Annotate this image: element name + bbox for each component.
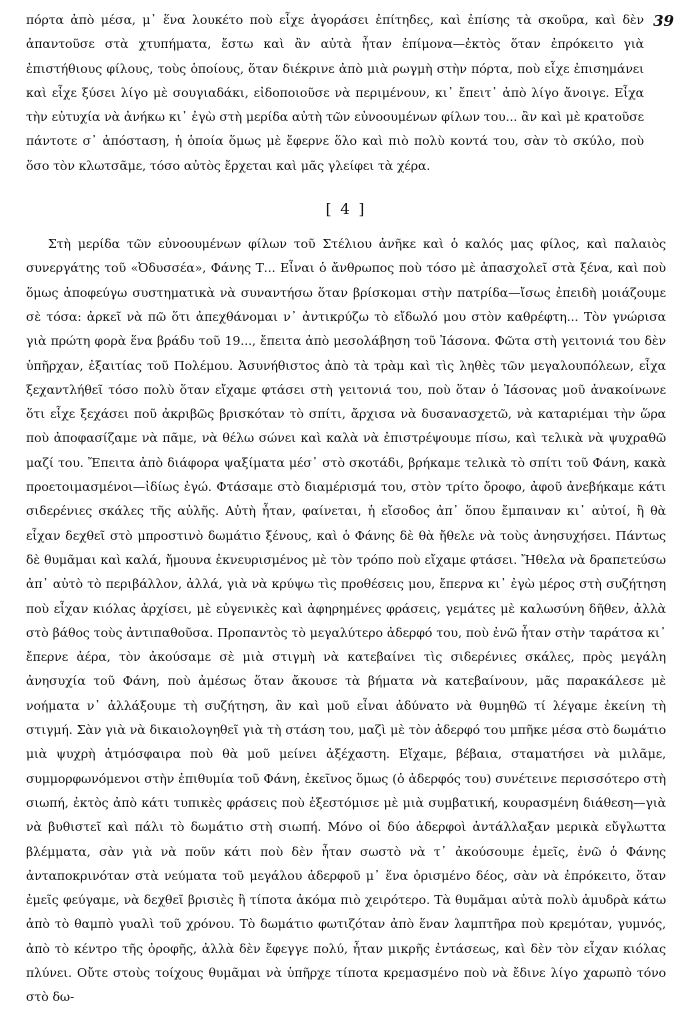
section-heading: [ 4 ] bbox=[325, 200, 367, 219]
paragraph-section-4: Στὴ μερίδα τῶν εὐνοουμένων φίλων τοῦ Στέλιου ἀνῆκε καὶ ὁ καλός μας φίλος, καὶ παλαιὸς συνεργάτης τοῦ «Ὀδυσσέα», Φάνης Τ... Εἶναι ὁ ἄνθρωπος ποὺ τόσο μὲ ἀπασχολεῖ στὰ ξένα, καὶ ποὺ ὅμως ἀποφεύγω συστηματικὰ νὰ συναντήσω ὅταν βρίσκομαι στὴν πατρίδα—ἴσως ἐπειδὴ μοιάζουμε σὲ τόσα: ἀρκεῖ νὰ πῶ ὅτι ἀπεχθάνομαι ν᾽ ἀντικρύζω τὸ εἴδωλό μου στὸν καθρέφτη... Τὸν γνώρισα γιὰ πρώτη φορὰ ἕνα βράδυ τοῦ 19..., ἔπειτα ἀπὸ μεσολάβηση τοῦ Ἰάσονα. Φῶτα στὴ γειτονιά του δὲν ὑπῆρχαν, ἐξαιτίας τοῦ Πολέμου. Ἀσυνήθιστος ἀπὸ τὰ τρὰμ καὶ τὶς ληθὲς τῶν μεγαλουπόλεων, εἶχα ξεχαντλήθεῖ τόσο πολὺ ὅταν εἴχαμε φτάσει στὴ γειτονιά του, ποὺ ὅταν ὁ Ἰάσονας μοῦ ἀνακοίνωνε ὅτι εἶχε ξεχάσει ποῦ ἀκριβῶς βρισκόταν τὸ σπίτι, ἄρχισα νὰ δυσανασχετῶ, νὰ καταριέμαι τὴν ὥρα ποὺ ἀποφασίζαμε νὰ πᾶμε, νὰ θέλω σώνει καὶ καλὰ νὰ ἐπιστρέψουμε πίσω, καὶ τελικὰ νὰ ψυχραθῶ μαζί του. Ἔπειτα ἀπὸ διάφορα ψαξίματα μέσ᾽ στὸ σκοτάδι, βρήκαμε τελικὰ τὸ σπίτι τοῦ Φάνη, κακὰ προετοιμασμένοι—ἰδίως ἐγώ. Φτάσαμε στὸ διαμέρισμά του, στὸν τρίτο ὄροφο, ἀφοῦ ἀνεβήκαμε κάτι σιδερένιες σκάλες τῆς αὐλῆς. Αὐτὴ ἦταν, φαίνεται, ἡ εἴσοδος ἀπ᾽ ὅπου ἔμπαιναν κι᾽ αὐτοί, ἢ θὰ εἶχαν δεχθεῖ στὸ μπροστινὸ δωμάτιο ξένους, καὶ ὁ Φάνης δὲ θὰ ἤθελε νὰ τοὺς ἀνησυχήσει. Πάντως δὲ θυμᾶμαι καὶ καλά, ἤμουνα ἐκνευρισμένος μὲ τὸν τρόπο ποὺ εἴχαμε φτάσει. Ἤθελα νὰ δραπετεύσω ἀπ᾽ αὐτὸ τὸ περιβάλλον, ἀλλά, γιὰ νὰ κρύψω τὶς προθέσεις μου, ἔπερνα κι᾽ ἐγὼ μέρος στὴ συζήτηση ποὺ εἶχαν κιόλας ἀρχίσει, μὲ εὐγενικὲς καὶ ἀφηρημένες φράσεις, γεμάτες μὲ καλωσύνη δῆθεν, ἀλλὰ στὸ βάθος τοὺς ἀντιπαθοῦσα. Προπαντὸς τὸ μεγαλύτερο ἀδερφό του, ποὺ ἐνῶ ἦταν στὴν ταράτσα κι᾽ ἔπερνε ἀέρα, τὸν ἀκούσαμε σὲ μιὰ στιγμὴ νὰ κατεβαίνει τὶς σιδερένιες σκάλες, πρὸς μεγάλη ἀνησυχία τοῦ Φάνη, ποὺ ἀμέσως ὅταν ἄκουσε τὰ βήματα νὰ κατεβαίνουν, μᾶς παρακάλεσε μὲ νοήματα ν᾽ ἀλλάξουμε τὴ συζήτηση, ἂν καὶ μοῦ εἶναι ἀδύνατο νὰ θυμηθῶ τί λέγαμε ἐκείνη τὴ στιγμή. Σὰν γιὰ νὰ δικαιολογηθεῖ γιὰ τὴ στάση του, μαζὶ μὲ τὸν ἀδερφό του μπῆκε μέσα στὸ δωμάτιο μιὰ ψυχρὴ ἀτμόσφαιρα ποὺ θὰ μοῦ μείνει ἀξέχαστη. Εἴχαμε, βέβαια, σταματήσει νὰ μιλᾶμε, συμμορφωνόμενοι στὴν ἐπιθυμία τοῦ Φάνη, ἐκεῖνος ὅμως (ὁ ἀδερφός του) συνέτεινε περισσότερο στὴ σιωπή, ἐκτὸς ἀπὸ κάτι τυπικὲς φράσεις ποὺ ἐξεστόμισε μὲ μιὰ συμβατική, κουρασμένη διάθεση—γιὰ νὰ βυθιστεῖ καὶ πάλι τὸ δωμάτιο στὴ σιωπή. Μόνο οἱ δύο ἀδερφοὶ ἀντάλλαξαν μερικὰ εὔγλωττα βλέμματα, σὰν γιὰ νὰ ποῦν κάτι ποὺ δὲν ἦταν σωστὸ νὰ τ᾽ ἀκούσουμε ἐμεῖς, ἐνῶ ὁ Φάνης ἀνταποκρινόταν στὰ νεύματα τοῦ μεγάλου ἀδερφοῦ μ᾽ ἕνα ὁρισμένο δέος, σὰν νὰ ἐπρόκειτο, ὅταν ἐμεῖς φεύγαμε, νὰ δεχθεῖ βρισιὲς ἢ τίποτα ἀκόμα πιὸ χειρότερο. Τὰ θυμᾶμαι αὐτὰ πολὺ ἀμυδρὰ κάτω ἀπὸ τὸ θαμπὸ γυαλὶ τοῦ χρόνου. Τὸ δωμάτιο φωτιζόταν ἀπὸ ἕναν λαμπτῆρα ποὺ κρεμόταν, γυμνός, ἀπὸ τὸ κέντρο τῆς ὀροφῆς, ἀλλὰ δὲν ἔφεγγε πολύ, ἦταν μικρῆς ἐντάσεως, καὶ δὲν τὸν εἶχαν κιόλας πλύνει. Οὔτε στοὺς τοίχους θυμᾶμαι νὰ ὑπῆρχε τίποτα κρεμασμένο ποὺ νὰ ἔδινε λίγο χαρωπὸ τόνο στὸ δω- bbox=[26, 236, 666, 1005]
paragraph-continuation: πόρτα ἀπὸ μέσα, μ᾽ ἕνα λουκέτο ποὺ εἶχε ἀγοράσει ἐπίτηδες, καὶ ἐπίσης τὰ σκοῦρα, καὶ δὲν ἀπαντοῦσε στὰ χτυπήματα, ἔστω καὶ ἂν αὐτὰ ἦταν ἐπίμονα—ἐκτὸς ὅταν ἐπρόκειτο γιὰ ἐπιστήθιους φίλους, τοὺς ὁποίους, ὅταν διέκρινε ἀπὸ μιὰ ρωγμὴ στὴν πόρτα, ποὺ εἶχε ἐπισημάνει καὶ εἶχε ξύσει λίγο μὲ σουγιαδάκι, εἰδοποιοῦσε νὰ περιμένουν, κι᾽ ἔπειτ᾽ ἀπὸ λίγο ἄνοιγε. Εἶχα τὴν εὐτυχία νὰ ἀνήκω κι᾽ ἐγὼ στὴ μερίδα αὐτὴ τῶν εὐνοουμένων φίλων του... ἂν καὶ μὲ κρατοῦσε πάντοτε σ᾽ ἀπόσταση, ἡ ὁποία ὅμως μὲ ἔφερνε ὅλο καὶ πιὸ πολὺ κοντά του, σὰν τὸ σκύλο, ποὺ ὅσο τὸν κλωτσᾶμε, τόσο αὐτὸς ἔρχεται καὶ μᾶς γλείφει τὰ χέρα. bbox=[26, 12, 644, 173]
book-page bbox=[26, 8, 674, 1018]
page-number: 39 bbox=[653, 12, 674, 30]
